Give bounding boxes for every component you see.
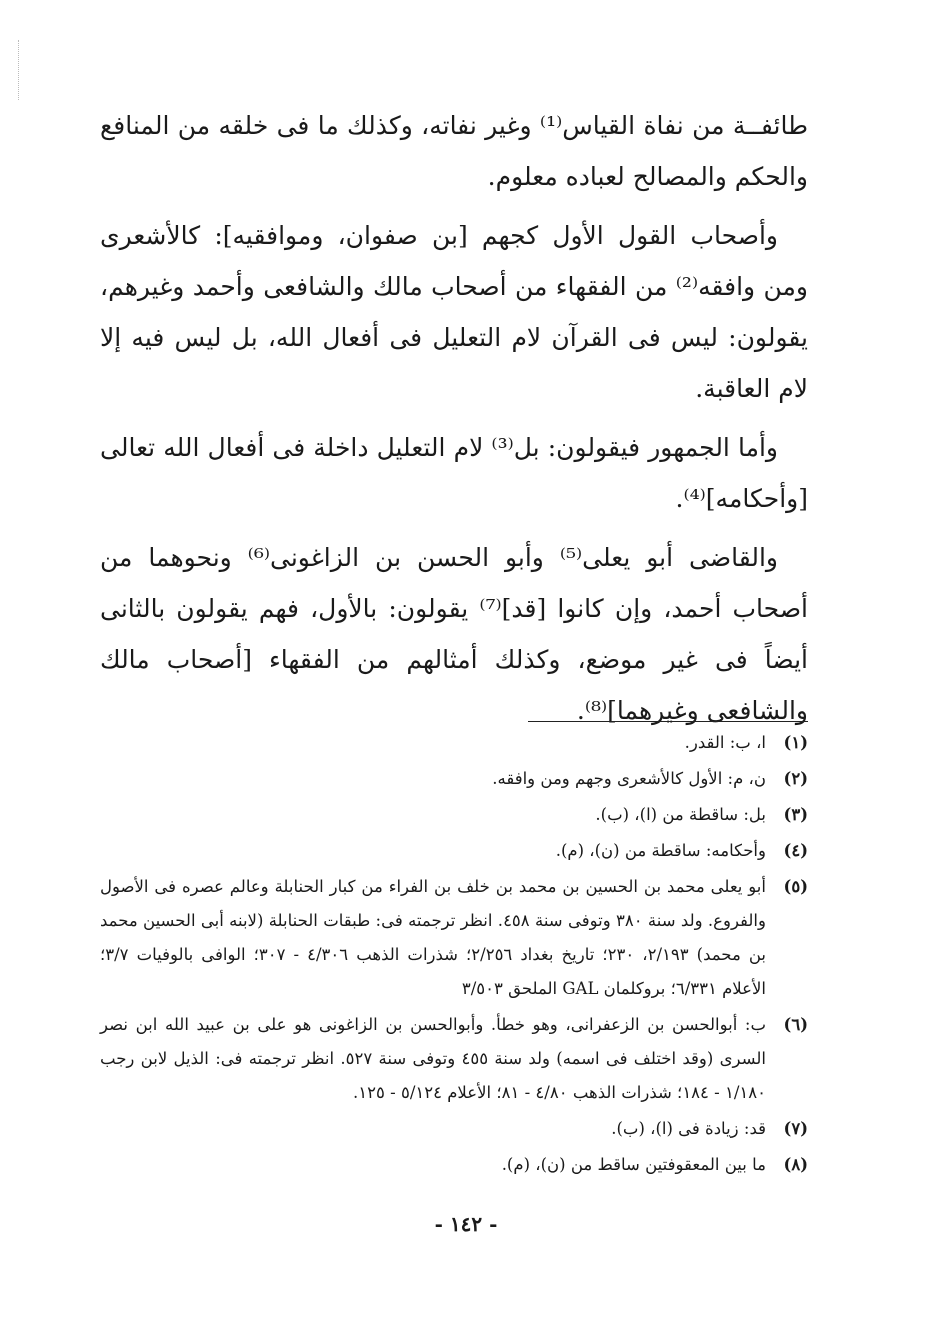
footnote-text: ما بين المعقوفتين ساقط من (ن)، (م). <box>501 1155 766 1174</box>
footnote-separator <box>528 721 808 722</box>
footnote-text: ب: أبوالحسن بن الزعفرانى، وهو خطأ. وأبوالحسن بن الزاغونى هو على بن عبيد الله ابن نصر السرى (وقد اختلف فى اسمه) ولد سنة ٤٥٥ وتوفى سنة ٥٢٧. انظر ترجمته فى: الذيل لابن رجب ١/١٨٠ - ١٨٤؛ شذرات الذهب ٤/٨٠ - ٨١؛ الأعلام ٥/١٢٤ - ١٢٥. <box>100 1015 766 1102</box>
paragraph: وأصحاب القول الأول كجهم [بن صفوان، وموافقيه]: كالأشعرى ومن وافقه⁽²⁾ من الفقهاء من أصحاب مالك والشافعى وأحمد وغيرهم، يقولون: ليس فى القرآن لام التعليل فى أفعال الله، بل ليس فيه إلا لام العاقبة. <box>100 221 809 403</box>
footnote-text: أبو يعلى محمد بن الحسين بن محمد بن خلف بن الفراء من كبار الحنابلة وعالم عصره فى الأصول والفروع. ولد سنة ٣٨٠ وتوفى سنة ٤٥٨. انظر ترجمته فى: طبقات الحنابلة (لابنه أبى الحسين محمد بن محمد) ٢/١٩٣، ٢٣٠؛ تاريخ بغداد ٢/٢٥٦؛ شذرات الذهب ٤/٣٠٦ - ٣٠٧؛ الوافى بالوفيات ٣/٧؛ الأعلام ٦/٣٣١؛ بروكلمان GAL الملحق ٣/٥٠٣ <box>100 877 766 998</box>
footnote-number: (٤) <box>783 841 808 860</box>
footnote-number: (٦) <box>783 1015 808 1034</box>
footnote-number: (٢) <box>783 769 808 788</box>
footnote-text: ا، ب: القدر. <box>684 733 766 752</box>
footnote-text: ن، م: الأول كالأشعرى وجهم ومن وافقه. <box>492 769 766 788</box>
footnote-text: بل: ساقطة من (ا)، (ب). <box>595 805 766 824</box>
footnote <box>100 1112 808 1146</box>
paragraph: وأما الجمهور فيقولون: بل⁽³⁾ لام التعليل داخلة فى أفعال الله تعالى [وأحكامه]⁽⁴⁾. <box>100 433 808 513</box>
paragraph: والقاضى أبو يعلى⁽⁵⁾ وأبو الحسن بن الزاغونى⁽⁶⁾ ونحوهما من أصحاب أحمد، وإن كانوا [قد]⁽⁷⁾ يقولون: بالأول، فهم يقولون بالثانى أيضاً فى غير موضع، وكذلك أمثالهم من الفقهاء [أصحاب مالك والشافعى وغيرهما]⁽⁸⁾. <box>100 543 808 725</box>
footnote-number: (٨) <box>783 1155 808 1174</box>
paragraph: طائفــة من نفاة القياس⁽¹⁾ وغير نفاته، وكذلك ما فى خلقه من المنافع والحكم والمصالح لعباده معلوم. <box>100 111 808 191</box>
page-number: - ١٤٢ - <box>434 1212 498 1236</box>
footnote-number: (٣) <box>783 805 808 824</box>
footnote <box>100 798 808 832</box>
footnote <box>100 870 808 1006</box>
footnote <box>100 1008 808 1110</box>
footnote-text: قد: زيادة فى (ا)، (ب). <box>611 1119 766 1138</box>
footnote <box>100 834 808 868</box>
footnote <box>100 1148 808 1182</box>
footnote-number: (١) <box>783 733 808 752</box>
footnote-number: (٧) <box>783 1119 808 1138</box>
footnote <box>100 726 808 760</box>
footnote <box>100 762 808 796</box>
footnote-text: وأحكامه: ساقطة من (ن)، (م). <box>555 841 766 860</box>
footnote-number: (٥) <box>783 877 808 896</box>
footnotes <box>100 726 808 1184</box>
main-text <box>100 100 808 744</box>
margin-marks <box>18 40 29 100</box>
